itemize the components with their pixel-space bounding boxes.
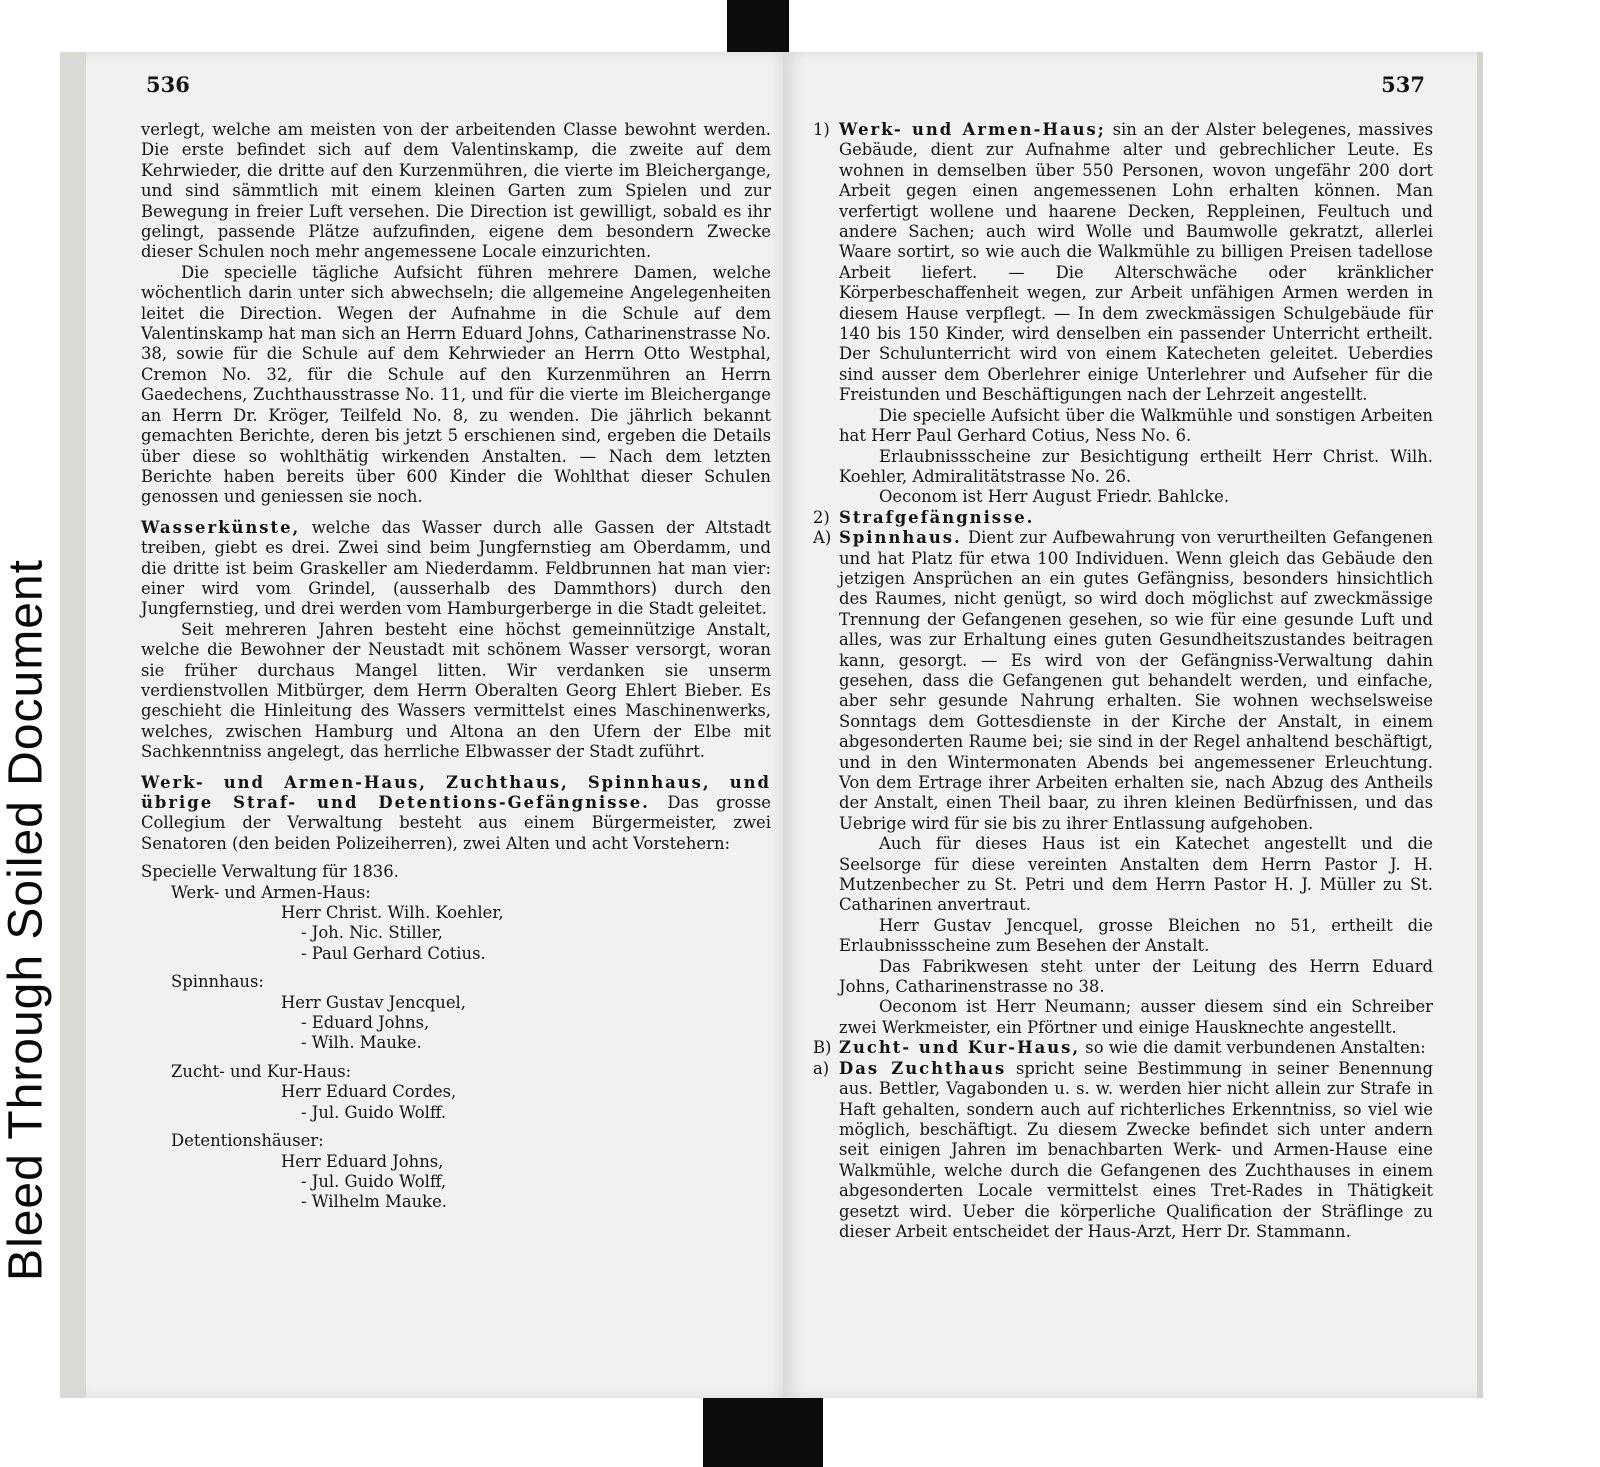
paragraph: Oeconom ist Herr Neumann; ausser diesem sind ein Schreiber zwei Werkmeister, ein Pförtner und einige Hausknechte angestellt. <box>839 997 1433 1037</box>
section-heading: Werk- und Armen-Haus, Zuchthaus, Spinnhaus, und übrige Straf- und Detentions-Gefängnisse. <box>141 772 771 812</box>
werk-paragraph <box>141 773 771 855</box>
paragraph: Oeconom ist Herr August Friedr. Bahlcke. <box>879 487 1230 507</box>
paragraph-text: Das grosse Collegium der Verwaltung besteht aus einem Bürgermeister, zwei Senatoren (den beiden Polizeiherren), zwei Alten und acht Vorstehern: <box>141 793 771 853</box>
gutter-shadow-top <box>727 0 789 52</box>
paragraph-text: sin an der Alster belegenes, massives Gebäude, dient zur Aufnahme alter und gebrechlicher Leute. Es wohnen in demselben über 550 Personen, wovon ungefähr 200 dort Arbeit gegen einen angemessenen Lohn erhalten können. Man verfertigt wollene und haarene Decken, Reppleinen, Feultuch und andere Sachen; auch wird Wolle und Baumwolle gekratzt, allerlei Waare sortirt, so wie auch die Walkmühle zu billigen Preisen tadellose Arbeit liefert. — Die Alterschwäche oder kränklicher Körperbeschaffenheit wegen, zur Arbeit unfähigen Armen werden in diesem Hause verpflegt. — In dem zweckmässigen Schulgebäude für 140 bis 150 Kinder, wird denselben ein passender Unterricht ertheilt. Der Schulunterricht wird von einem Katecheten geleitet. Ueberdies sind ausser dem Oberlehrer einige Unterlehrer und Aufseher für die Freistunden und Beschäftigungen nach der Lehrzeit angestellt. <box>839 120 1434 405</box>
section-label: Werk- und Armen-Haus: <box>171 882 371 902</box>
name-line: Herr Eduard Johns, <box>281 1151 444 1171</box>
section-heading: Werk- und Armen-Haus; <box>839 120 1106 139</box>
paragraph: Seit mehreren Jahren besteht eine höchst gemeinnützige Anstalt, welche die Bewohner der Neustadt mit schönem Wasser versorgt, woran sie früher durchaus Mangel litten. Wir verdanken sie unserm verdienstvollen Mitbürger, dem Herrn Oberalten Georg Ehlert Bieber. Es geschieht die Hinleitung des Wassers vermittelst eines Maschinenwerks, welches, zwischen Hamburg und Altona an den Ufern der Elbe mit Sachkenntniss angelegt, das herrliche Elbwasser der Stadt zuführt. <box>141 619 771 762</box>
numbered-item <box>813 120 1433 406</box>
verwaltung-title: Specielle Verwaltung für 1836. <box>141 862 399 882</box>
section-heading: Wasserkünste, <box>141 517 301 537</box>
paragraph: Die specielle Aufsicht über die Walkmühle und sonstigen Arbeiten hat Herr Paul Gerhard Cotius, Ness No. 6. <box>839 405 1433 446</box>
name-line: - Eduard Johns, <box>301 1013 430 1033</box>
paragraph-text: welche das Wasser durch alle Gassen der Altstadt treiben, giebt es drei. Zwei sind beim Jungfernstieg am Oberdamm, und die dritte ist beim Graskeller am Niederdamm. Feldbrunnen hat man vier: einer wird vom Grindel, (ausserhalb des Dammthors) durch den Jungfernstieg, und drei werden vom Hamburgerberge in die Stadt geleitet. <box>141 517 771 619</box>
name-line: - Jul. Guido Wolff, <box>301 1171 447 1191</box>
item-number: a) <box>813 1058 830 1078</box>
section-label: Spinnhaus: <box>171 972 264 992</box>
numbered-item <box>813 528 1433 834</box>
numbered-item <box>813 1038 1433 1058</box>
gutter-shadow-bottom <box>703 1398 823 1467</box>
right-page-text <box>813 120 1433 1242</box>
numbered-item <box>813 1059 1433 1243</box>
section-heading: Spinnhaus. <box>839 528 962 548</box>
name-line: - Wilhelm Mauke. <box>301 1192 447 1212</box>
name-line: Herr Eduard Cordes, <box>281 1082 457 1102</box>
right-page <box>783 52 1483 1398</box>
left-page <box>60 52 791 1398</box>
paragraph: Herr Gustav Jencquel, grosse Bleichen no 51, ertheilt die Erlaubnissscheine zum Besehen der Anstalt. <box>839 915 1433 956</box>
item-number: 1) <box>813 120 830 139</box>
name-line: Herr Gustav Jencquel, <box>281 992 466 1012</box>
section-label: Zucht- und Kur-Haus: <box>171 1061 352 1081</box>
name-line: - Paul Gerhard Cotius. <box>301 943 486 963</box>
archive-stamp <box>0 190 53 1281</box>
paragraph: Erlaubnissscheine zur Besichtigung ertheilt Herr Christ. Wilh. Koehler, Admiralitätstrasse No. 26. <box>839 446 1433 486</box>
page-number: 536 <box>146 72 190 97</box>
item-number: 2) <box>813 507 830 527</box>
name-line: - Wilh. Mauke. <box>301 1033 422 1053</box>
name-line: Herr Christ. Wilh. Koehler, <box>281 903 504 923</box>
section-heading: Zucht- und Kur-Haus, <box>839 1038 1081 1058</box>
page-number: 537 <box>1381 72 1425 97</box>
paragraph: Das Fabrikwesen steht unter der Leitung des Herrn Eduard Johns, Catharinenstrasse no 38. <box>839 956 1433 997</box>
paragraph-text: spricht seine Bestimmung in seiner Benennung aus. Bettler, Vagabonden u. s. w. werden hier nicht allein zur Strafe in Haft gehalten, sondern auch auf richterliches Erkenntniss, so viel wie möglich, beschäftigt. Zu diesem Zwecke befindet sich unter andern seit einigen Jahren im benachbarten Werk- und Armen-Hause eine Walkmühle, welche durch die Gefangenen des Zuchthauses in einem abgesonderten Locale vermittelst eines Tret-Rades in Thätigkeit gesetzt wird. Ueber die körperliche Qualification der Sträflinge zu dieser Arbeit entscheidet der Haus-Arzt, Herr Dr. Stammann. <box>839 1058 1433 1241</box>
item-number: B) <box>813 1038 832 1058</box>
paragraph: verlegt, welche am meisten von der arbeitenden Classe bewohnt werden. Die erste befindet sich auf dem Valentinskamp, die zweite auf dem Kehrwieder, die dritte auf den Kurzenmühren, die vierte im Bleichergange, und sind sämmtlich mit einem kleinen Garten zum Spielen und zur Bewegung in freier Luft versehen. Die Direction ist gewilligt, sobald es ihr gelingt, passende Plätze aufzufinden, eigene dem besondern Zwecke dieser Schulen noch mehr angemessene Locale einzurichten. <box>141 120 771 262</box>
paragraph-text: Dient zur Aufbewahrung von verurtheilten Gefangenen und hat Platz für etwa 100 Individuen. Wenn gleich das Gebäude den jetzigen Ansprüchen an ein gutes Gefängniss, besonders hinsichtlich des Raumes, nicht genügt, so wird doch möglichst auf zweckmässige Trennung der Gefangenen gesehen, so wie für eine gesunde Luft und alles, was zur Erhaltung eines guten Gesundheitszustandes beitragen kann, gesorgt. — Es wird von der Gefängniss-Verwaltung dahin gesehen, dass die Gefangenen gut behandelt werden, und einfache, aber sehr gesunde Nahrung erhalten. Sie wohnen wechselsweise Sonntags dem Gottesdienste in der Kirche der Anstalt, in einem abgesonderten Raume bei; sie sind in der Regel anhaltend beschäftigt, und in den Wintermonaten Abends bei angemessener Erleuchtung. Von dem Ertrage ihrer Arbeiten erhalten sie, nach Abzug des Antheils der Anstalt, einen Theil baar, zu ihren kleinen Bedürfnissen, und das Uebrige wird für sie bis zu ihrer Entlassung aufgehoben. <box>839 528 1433 833</box>
paragraph: Auch für dieses Haus ist ein Katechet angestellt und die Seelsorge für diese vereinten Anstalten dem Herrn Pastor J. H. Mutzenbecher zu St. Petri und dem Herrn Pastor H. J. Müller zu St. Catharinen anvertraut. <box>839 834 1433 915</box>
name-line: - Joh. Nic. Stiller, <box>301 923 443 943</box>
section-heading: Strafgefängnisse. <box>839 507 1035 527</box>
wasser-paragraph <box>141 518 771 620</box>
left-page-text <box>141 120 771 1213</box>
section-label: Detentionshäuser: <box>171 1131 324 1151</box>
section-heading: Das Zuchthaus <box>839 1058 1007 1078</box>
paragraph: Die specielle tägliche Aufsicht führen mehrere Damen, welche wöchentlich darin unter sich abwechseln; die allgemeine Angelegenheiten leitet die Direction. Wegen der Aufnahme in die Schule auf dem Valentinskamp hat man sich an Herrn Eduard Johns, Catharinenstrasse No. 38, sowie für die Schule auf dem Kehrwieder an Herrn Otto Westphal, Cremon No. 32, für die Schule auf den Kurzenmühren an Herrn Gaedechens, Zuchthausstrasse No. 11, und für die vierte im Bleichergange an Herrn Dr. Kröger, Teilfeld No. 8, zu wenden. Die jährlich bekannt gemachten Berichte, deren bis jetzt 5 erschienen sind, ergeben die Details über diese so wohlthätig wirkenden Anstalten. — Nach dem letzten Berichte haben bereits über 600 Kinder die Wohlthat dieser Schulen genossen und geniessen sie noch. <box>141 262 771 507</box>
paragraph-text: so wie die damit verbundenen Anstalten: <box>1085 1038 1426 1058</box>
name-line: - Jul. Guido Wolff. <box>301 1102 447 1122</box>
stamp-text: Bleed Through Soiled Document <box>0 559 53 1281</box>
item-number: A) <box>813 528 832 548</box>
numbered-item <box>813 508 1433 528</box>
